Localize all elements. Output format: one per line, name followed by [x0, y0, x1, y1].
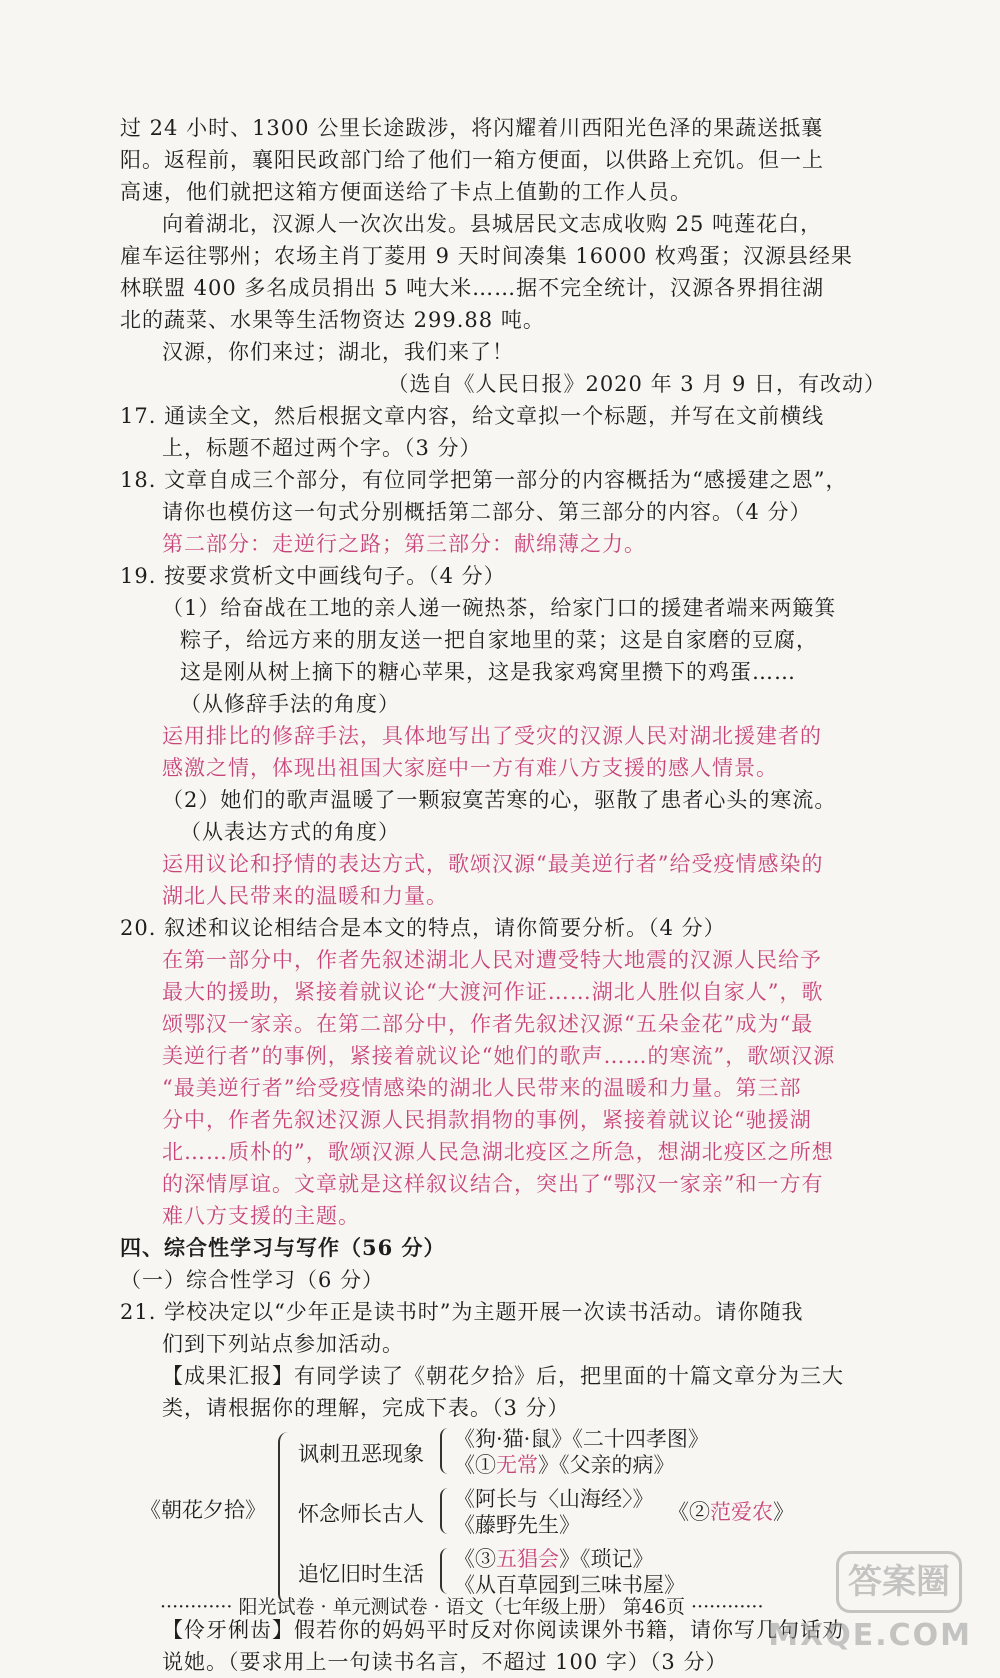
tree-work: 《从百草园到三味书屋》 [454, 1573, 685, 1597]
tree-work: 《①无常》《父亲的病》 [454, 1453, 675, 1477]
speech-task: 说她。（要求用上一句读书名言，不超过 100 字）（3 分） [162, 1650, 728, 1674]
article-line: 雇车运往鄂州；农场主肖丁菱用 9 天时间凑集 16000 枚鸡蛋；汉源县经果 [120, 244, 853, 268]
question-21: 21. 学校决定以“少年正是读书时”为主题开展一次读书活动。请你随我 [120, 1300, 804, 1324]
tree-work: 《③五猖会》《琐记》 [454, 1547, 654, 1571]
tree-answer: 无常 [496, 1453, 538, 1477]
answer-20: 在第一部分中，作者先叙述湖北人民对遭受特大地震的汉源人民给予 [162, 948, 822, 972]
watermark-site: MXQE.COM [768, 1618, 972, 1653]
tree-root: 《朝花夕拾》 [140, 1498, 266, 1522]
answer-20: 美逆行者”的事例，紧接着就议论“她们的歌声……的寒流”，歌颂汉源 [162, 1044, 836, 1068]
tree-work: 《阿长与〈山海经〉》 [454, 1487, 654, 1511]
article-line: 汉源，你们来过；湖北，我们来了！ [162, 340, 514, 364]
answer-19-1: 感激之情，体现出祖国大家庭中一方有难八方支援的感人情景。 [162, 756, 778, 780]
question-17: 上，标题不超过两个字。（3 分） [162, 436, 482, 460]
section-heading: 四、综合性学习与写作（56 分） [120, 1235, 446, 1260]
tree-answer: 五猖会 [496, 1547, 559, 1571]
question-19-1: 粽子，给远方来的朋友送一把自家地里的菜；这是自家磨的豆腐， [180, 628, 818, 652]
brace [278, 1432, 294, 1604]
article-source: （选自《人民日报》2020 年 3 月 9 日，有改动） [387, 372, 886, 396]
tree-category: 讽刺丑恶现象 [298, 1442, 424, 1466]
article-line: 高速，他们就把这箱方便面送给了卡点上值勤的工作人员。 [120, 180, 692, 204]
question-20: 20. 叙述和议论相结合是本文的特点，请你简要分析。（4 分） [120, 916, 726, 940]
question-19-2-hint: （从表达方式的角度） [180, 820, 400, 844]
brace [440, 1488, 452, 1534]
speech-task: 【伶牙俐齿】假若你的妈妈平时反对你阅读课外书籍，请你写几句话劝 [162, 1618, 844, 1642]
brace [440, 1428, 452, 1474]
tree-works [454, 1426, 709, 1478]
tree-category: 追忆旧时生活 [298, 1562, 424, 1586]
answer-19-2: 湖北人民带来的温暖和力量。 [162, 884, 448, 908]
article-line: 过 24 小时、1300 公里长途跋涉，将闪耀着川西阳光色泽的果蔬送抵襄 [120, 116, 824, 140]
answer-18: 第二部分：走逆行之路；第三部分：献绵薄之力。 [162, 532, 646, 556]
question-19-1: 这是刚从树上摘下的糖心苹果，这是我家鸡窝里攒下的鸡蛋…… [180, 660, 796, 684]
question-17: 17. 通读全文，然后根据文章内容，给文章拟一个标题，并写在文前横线 [120, 404, 825, 428]
article-line: 林联盟 400 多名成员捐出 5 吨大米……据不完全统计，汉源各界捐往湖 [120, 276, 825, 300]
answer-19-2: 运用议论和抒情的表达方式，歌颂汉源“最美逆行者”给受疫情感染的 [162, 852, 824, 876]
page-content [120, 112, 890, 1678]
article-line: 阳。返程前，襄阳民政部门给了他们一箱方便面，以供路上充饥。但一上 [120, 148, 824, 172]
tree-works [454, 1486, 654, 1538]
answer-20: 北……质朴的”，歌颂汉源人民急湖北疫区之所急，想湖北疫区之所想 [162, 1140, 834, 1164]
question-19-1-hint: （从修辞手法的角度） [180, 692, 400, 716]
page-footer: ············ 阳光试卷 · 单元测试卷 · 语文（七年级上册） 第46页 ············ [160, 1596, 764, 1618]
question-18: 请你也模仿这一句式分别概括第二部分、第三部分的内容。（4 分） [162, 500, 812, 524]
answer-20: 难八方支援的主题。 [162, 1204, 360, 1228]
report-task: 类，请根据你的理解，完成下表。（3 分） [162, 1396, 570, 1420]
question-19: 19. 按要求赏析文中画线句子。（4 分） [120, 564, 506, 588]
classification-tree [120, 1424, 890, 1614]
answer-20: “最美逆行者”给受疫情感染的湖北人民带来的温暖和力量。第三部 [162, 1076, 802, 1100]
tree-answer: 范爱农 [710, 1500, 773, 1524]
brace [440, 1548, 452, 1594]
question-21: 们到下列站点参加活动。 [162, 1332, 404, 1356]
tree-work: 《藤野先生》 [454, 1513, 580, 1537]
tree-work-extra: 《②范爱农》 [668, 1500, 794, 1524]
tree-category: 怀念师长古人 [298, 1502, 424, 1526]
question-19-1: （1）给奋战在工地的亲人递一碗热茶，给家门口的援建者端来两簸箕 [162, 596, 837, 620]
question-19-2: （2）她们的歌声温暖了一颗寂寞苦寒的心，驱散了患者心头的寒流。 [162, 788, 837, 812]
watermark-logo [768, 1543, 982, 1663]
article-line: 向着湖北，汉源人一次次出发。县城居民文志成收购 25 吨莲花白， [162, 212, 823, 236]
article-line: 北的蔬菜、水果等生活物资达 299.88 吨。 [120, 308, 545, 332]
answer-20: 颂鄂汉一家亲。在第二部分中，作者先叙述汉源“五朵金花”成为“最 [162, 1012, 814, 1036]
subsection-heading: （一）综合性学习（6 分） [120, 1268, 385, 1292]
tree-works [454, 1546, 685, 1598]
answer-19-1: 运用排比的修辞手法，具体地写出了受灾的汉源人民对湖北援建者的 [162, 724, 822, 748]
answer-20: 最大的援助，紧接着就议论“大渡河作证……湖北人胜似自家人”，歌 [162, 980, 824, 1004]
answer-20: 分中，作者先叙述汉源人民捐款捐物的事例，紧接着就议论“驰援湖 [162, 1108, 812, 1132]
question-18: 18. 文章自成三个部分，有位同学把第一部分的内容概括为“感援建之恩”， [120, 468, 848, 492]
tree-work: 《狗·猫·鼠》《二十四孝图》 [454, 1427, 709, 1451]
report-task: 【成果汇报】有同学读了《朝花夕拾》后，把里面的十篇文章分为三大 [162, 1364, 844, 1388]
answer-20: 的深情厚谊。文章就是这样叙议结合，突出了“鄂汉一家亲”和一方有 [162, 1172, 824, 1196]
watermark-badge: 答案圈 [836, 1551, 962, 1613]
